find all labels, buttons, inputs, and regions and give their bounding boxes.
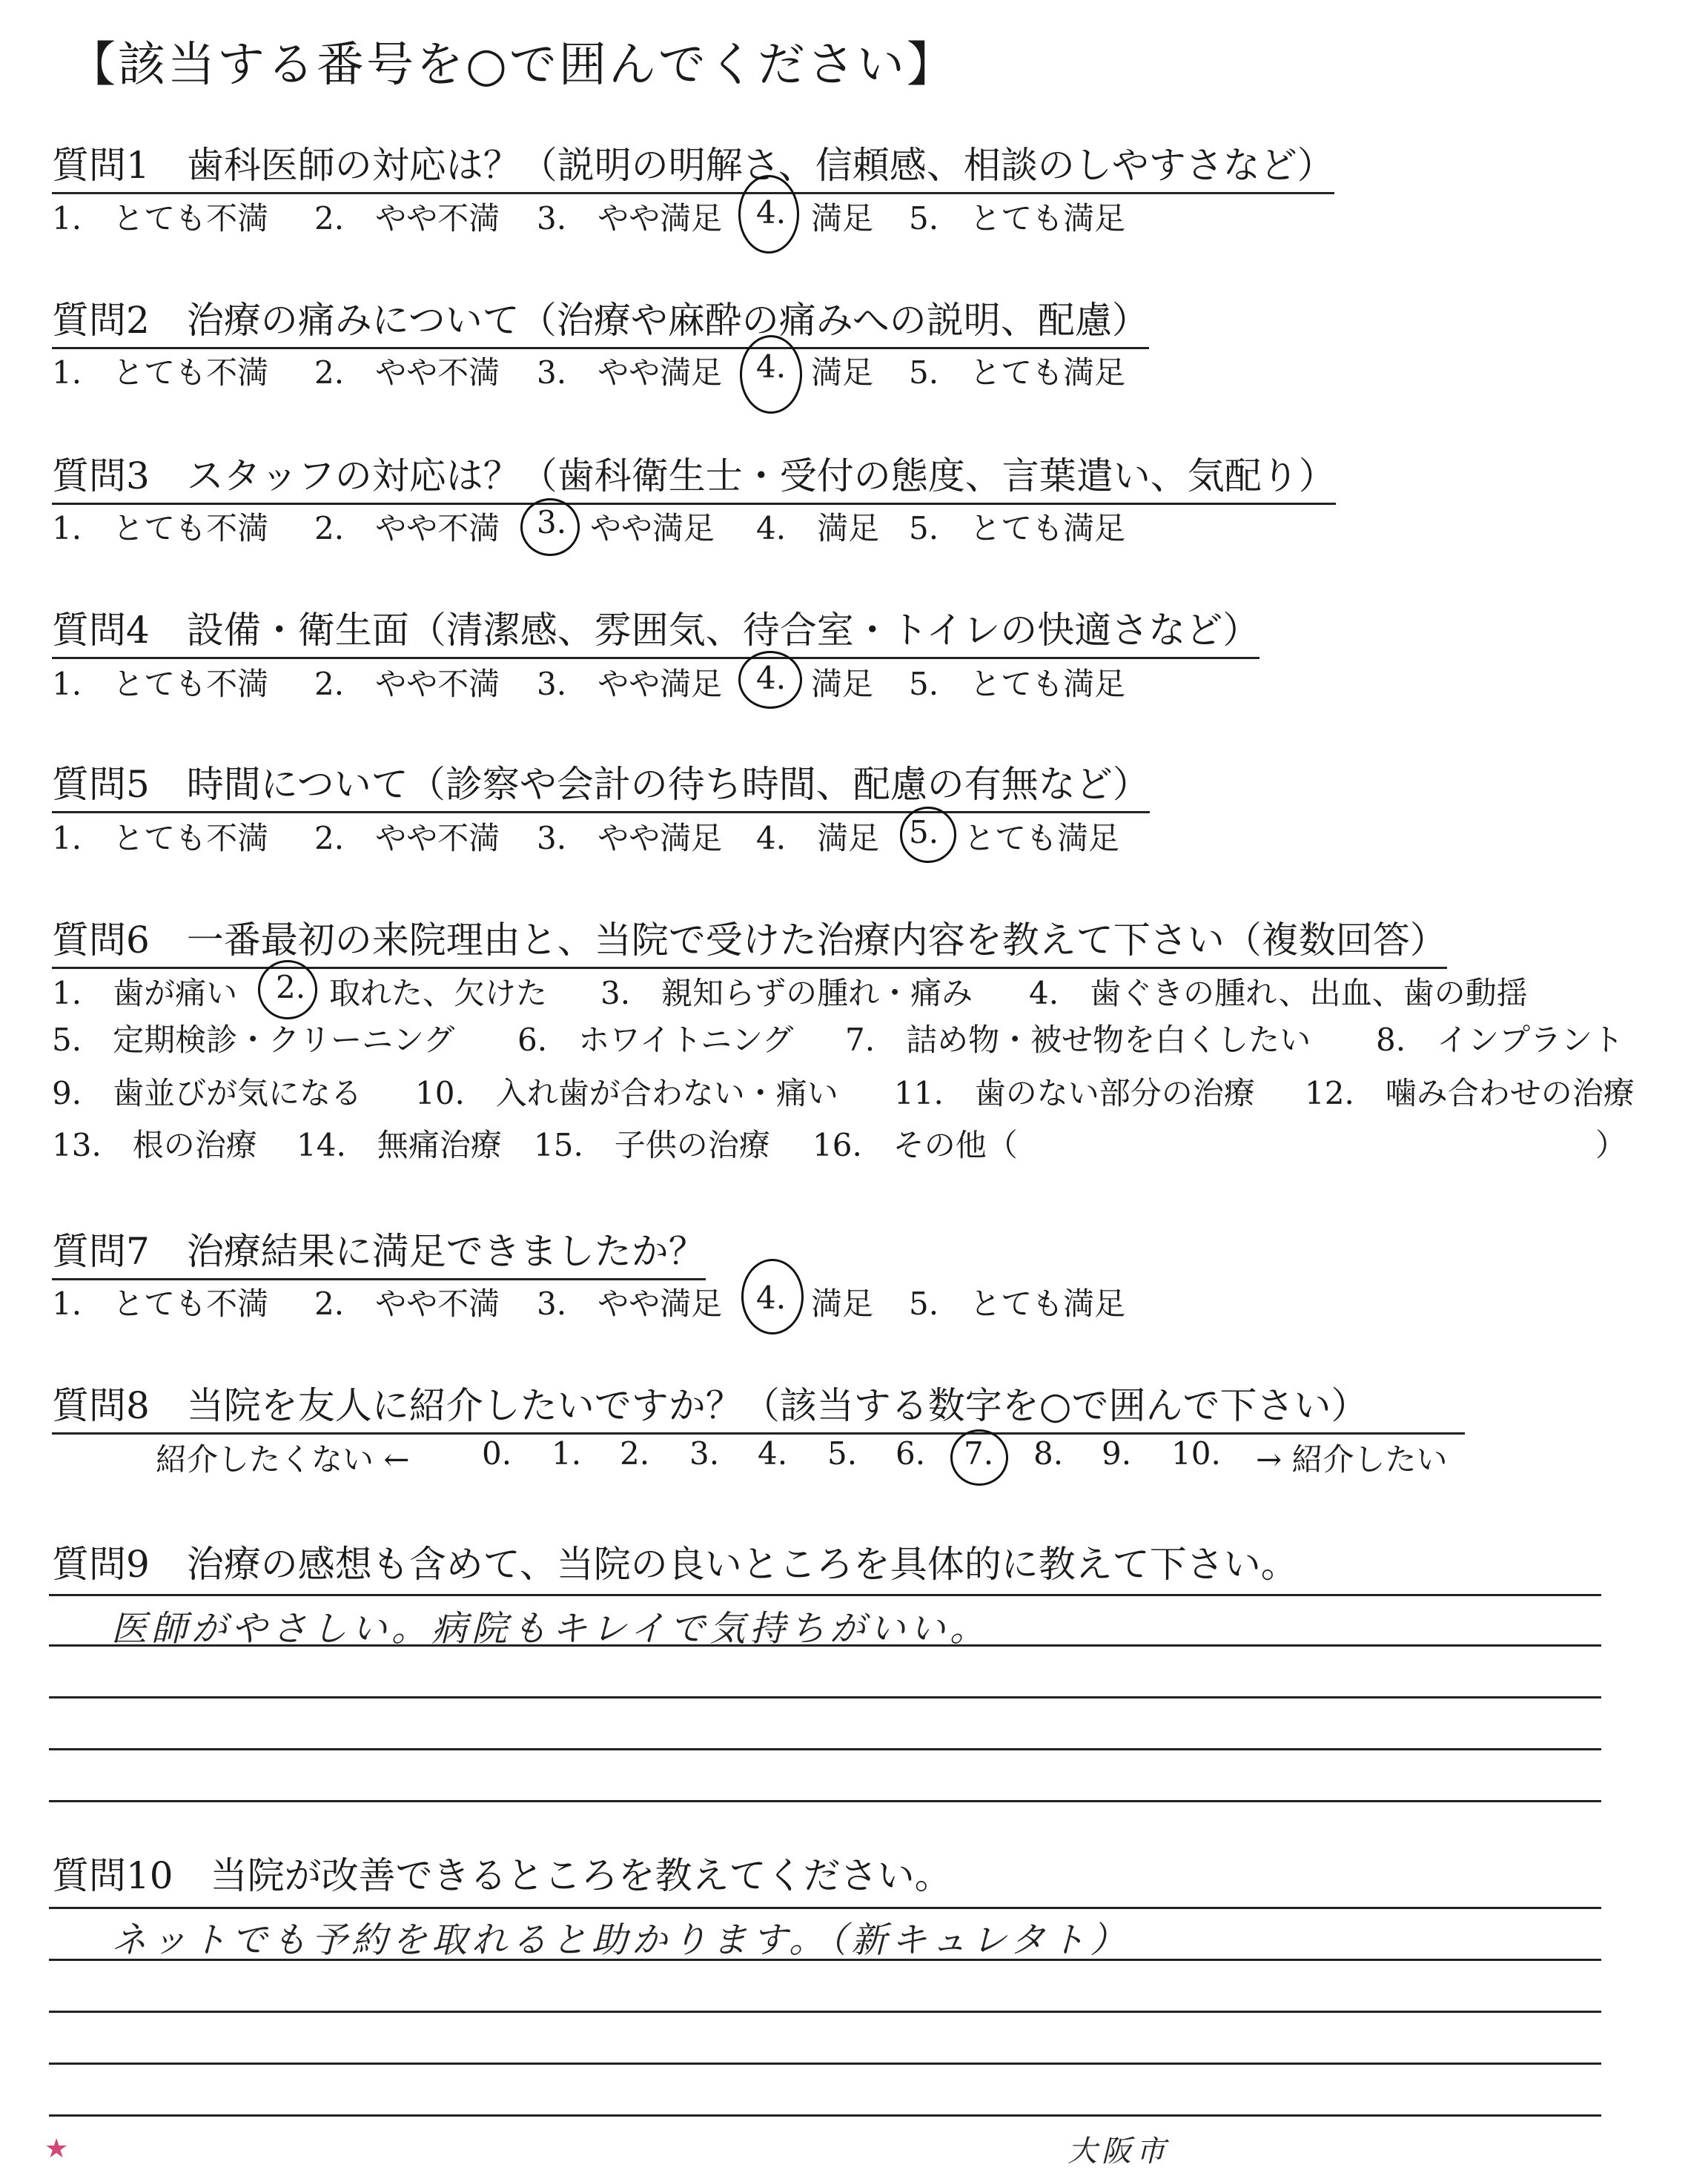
q4-option-1[interactable]: 1. とても不満 xyxy=(52,666,269,702)
q1-option-2[interactable]: 2. やや不満 xyxy=(314,200,500,236)
question-10-heading: 質問10 当院が改善できるところを教えてください。 xyxy=(52,1854,952,1897)
q8-score-2[interactable]: 2. xyxy=(620,1435,650,1472)
q8-score-3[interactable]: 3. xyxy=(689,1435,720,1472)
question-6-heading: 質問6 一番最初の来院理由と、当院で受けた治療内容を教えて下さい（複数回答） xyxy=(52,910,1447,969)
q6-option-12[interactable]: 12. 噛み合わせの治療 xyxy=(1305,1075,1635,1111)
q1-option-4[interactable]: 4. xyxy=(756,194,787,231)
q4-option-4[interactable]: 4. xyxy=(756,660,787,696)
q8-score-7[interactable]: 7. xyxy=(964,1435,994,1472)
q6-option-5[interactable]: 5. 定期検診・クリーニング xyxy=(52,1022,455,1058)
footer-mark-icon: ★ xyxy=(44,2134,69,2164)
q7-option-4-label: 満足 xyxy=(811,1286,874,1322)
question-1-options xyxy=(0,194,1708,239)
q9-answer-line-3 xyxy=(49,1696,1601,1698)
q2-option-5[interactable]: 5. とても満足 xyxy=(909,354,1126,391)
q6-option-15[interactable]: 15. 子供の治療 xyxy=(534,1127,770,1163)
q5-option-5[interactable]: 5. xyxy=(909,814,939,850)
q6-option-11[interactable]: 11. 歯のない部分の治療 xyxy=(894,1075,1255,1111)
question-7-heading: 質問7 治療結果に満足できましたか？ xyxy=(52,1222,706,1280)
question-8-scale xyxy=(0,1435,1708,1480)
q2-option-3[interactable]: 3. やや満足 xyxy=(537,354,723,391)
question-7-options xyxy=(0,1280,1708,1324)
q3-option-5[interactable]: 5. とても満足 xyxy=(909,510,1126,546)
question-3-options xyxy=(0,504,1708,549)
q8-score-6[interactable]: 6. xyxy=(896,1435,926,1472)
question-1-heading: 質問1 歯科医師の対応は？（説明の明解さ、信頼感、相談のしやすさなど） xyxy=(52,136,1334,194)
q6-option-2[interactable]: 2. xyxy=(276,969,306,1005)
q4-option-4-label: 満足 xyxy=(811,666,874,702)
q8-right-label: → 紹介したい xyxy=(1256,1441,1448,1478)
q5-option-1[interactable]: 1. とても不満 xyxy=(52,820,269,856)
q9-answer-line-2 xyxy=(49,1644,1601,1647)
q6-option-16[interactable]: 16. その他（ xyxy=(812,1127,1018,1163)
q2-option-2[interactable]: 2. やや不満 xyxy=(314,354,500,391)
question-6-row-3 xyxy=(0,1069,1708,1114)
q3-option-3-label: やや満足 xyxy=(590,510,715,546)
q8-left-label: 紹介したくない ← xyxy=(156,1441,410,1478)
q6-option-13[interactable]: 13. 根の治療 xyxy=(52,1127,257,1163)
q6-option-10[interactable]: 10. 入れ歯が合わない・痛い xyxy=(415,1075,838,1111)
q6-option-7[interactable]: 7. 詰め物・被せ物を白くしたい xyxy=(845,1022,1311,1058)
q3-selection-circle xyxy=(520,498,580,556)
q2-selection-circle xyxy=(740,335,802,414)
q6-option-1[interactable]: 1. 歯が痛い xyxy=(52,975,238,1011)
question-6-row-4 xyxy=(0,1121,1708,1165)
q7-option-1[interactable]: 1. とても不満 xyxy=(52,1286,269,1322)
page-title: 【該当する番号を○で囲んでください】 xyxy=(68,38,956,93)
q5-selection-circle xyxy=(900,807,956,863)
q8-score-5[interactable]: 5. xyxy=(827,1435,858,1472)
q3-option-4[interactable]: 4. 満足 xyxy=(756,510,880,546)
q9-answer-line-1 xyxy=(49,1594,1601,1596)
question-9-heading: 質問9 治療の感想も含めて、当院の良いところを具体的に教えて下さい。 xyxy=(52,1543,1298,1586)
q3-option-3[interactable]: 3. xyxy=(537,504,567,540)
q7-option-5[interactable]: 5. とても満足 xyxy=(909,1286,1126,1322)
q7-option-2[interactable]: 2. やや不満 xyxy=(314,1286,500,1322)
q3-option-2[interactable]: 2. やや不満 xyxy=(314,510,500,546)
footer-handwriting: 大阪市 xyxy=(1068,2134,1170,2169)
q9-answer-line-4 xyxy=(49,1748,1601,1750)
q1-option-1[interactable]: 1. とても不満 xyxy=(52,200,269,236)
q1-selection-circle xyxy=(738,175,799,254)
question-2-heading: 質問2 治療の痛みについて（治療や麻酔の痛みへの説明、配慮） xyxy=(52,291,1149,349)
q4-option-5[interactable]: 5. とても満足 xyxy=(909,666,1126,702)
question-6-row-2 xyxy=(0,1016,1708,1060)
q8-score-1[interactable]: 1. xyxy=(552,1435,582,1472)
q6-selection-circle xyxy=(258,960,317,1019)
q10-answer-line-4 xyxy=(49,2063,1601,2065)
q5-option-4[interactable]: 4. 満足 xyxy=(756,820,880,856)
q6-option-9[interactable]: 9. 歯並びが気になる xyxy=(52,1075,363,1111)
q6-option-3[interactable]: 3. 親知らずの腫れ・痛み xyxy=(600,975,973,1011)
q8-score-8[interactable]: 8. xyxy=(1033,1435,1064,1472)
q8-selection-circle xyxy=(950,1429,1008,1486)
q10-answer-line-1 xyxy=(49,1907,1601,1909)
q4-option-2[interactable]: 2. やや不満 xyxy=(314,666,500,702)
q9-answer-text[interactable]: 医師がやさしい。病院もキレイで気持ちがいい。 xyxy=(111,1608,990,1650)
q2-option-4-label: 満足 xyxy=(811,354,874,391)
question-6-row-1 xyxy=(0,969,1708,1013)
q2-option-1[interactable]: 1. とても不満 xyxy=(52,354,269,391)
question-3-heading: 質問3 スタッフの対応は？（歯科衛生士・受付の態度、言葉遣い、気配り） xyxy=(52,446,1336,505)
q9-answer-line-5 xyxy=(49,1800,1601,1802)
q6-option-14[interactable]: 14. 無痛治療 xyxy=(297,1127,502,1163)
q4-option-3[interactable]: 3. やや満足 xyxy=(537,666,723,702)
q3-option-1[interactable]: 1. とても不満 xyxy=(52,510,269,546)
q6-option-4[interactable]: 4. 歯ぐきの腫れ、出血、歯の動揺 xyxy=(1029,975,1528,1011)
question-2-options xyxy=(0,348,1708,393)
q7-option-3[interactable]: 3. やや満足 xyxy=(537,1286,723,1322)
q10-answer-text[interactable]: ネットでも予約を取れると助かります。（新キュレタト） xyxy=(111,1919,1131,1961)
q1-option-5[interactable]: 5. とても満足 xyxy=(909,200,1126,236)
question-8-heading: 質問8 当院を友人に紹介したいですか？（該当する数字を○で囲んで下さい） xyxy=(52,1376,1465,1435)
q6-option-6[interactable]: 6. ホワイトニング xyxy=(517,1022,794,1058)
q7-selection-circle xyxy=(741,1259,804,1334)
q8-score-4[interactable]: 4. xyxy=(758,1435,788,1472)
q4-selection-circle xyxy=(738,651,802,709)
question-4-heading: 質問4 設備・衛生面（清潔感、雰囲気、待合室・トイレの快適さなど） xyxy=(52,601,1260,659)
question-5-heading: 質問5 時間について（診察や会計の待ち時間、配慮の有無など） xyxy=(52,755,1150,813)
q8-score-10[interactable]: 10. xyxy=(1171,1435,1221,1472)
q5-option-3[interactable]: 3. やや満足 xyxy=(537,820,723,856)
q6-option-8[interactable]: 8. インプラント xyxy=(1376,1022,1624,1058)
q5-option-2[interactable]: 2. やや不満 xyxy=(314,820,500,856)
q1-option-4-label: 満足 xyxy=(811,200,874,236)
q1-option-3[interactable]: 3. やや満足 xyxy=(537,200,723,236)
q10-answer-line-3 xyxy=(49,2011,1601,2013)
q2-option-4[interactable]: 4. xyxy=(756,348,787,385)
q7-option-4[interactable]: 4. xyxy=(756,1280,787,1316)
question-5-options xyxy=(0,814,1708,859)
q6-option-2-label: 取れた、欠けた xyxy=(329,975,548,1011)
q8-score-0[interactable]: 0. xyxy=(482,1435,512,1472)
q10-answer-line-5 xyxy=(49,2114,1601,2117)
q6-option-16-close-paren: ） xyxy=(1595,1127,1627,1163)
q5-option-5-label: とても満足 xyxy=(964,820,1120,856)
q8-score-9[interactable]: 9. xyxy=(1102,1435,1132,1472)
q10-answer-line-2 xyxy=(49,1959,1601,1961)
question-4-options xyxy=(0,660,1708,704)
